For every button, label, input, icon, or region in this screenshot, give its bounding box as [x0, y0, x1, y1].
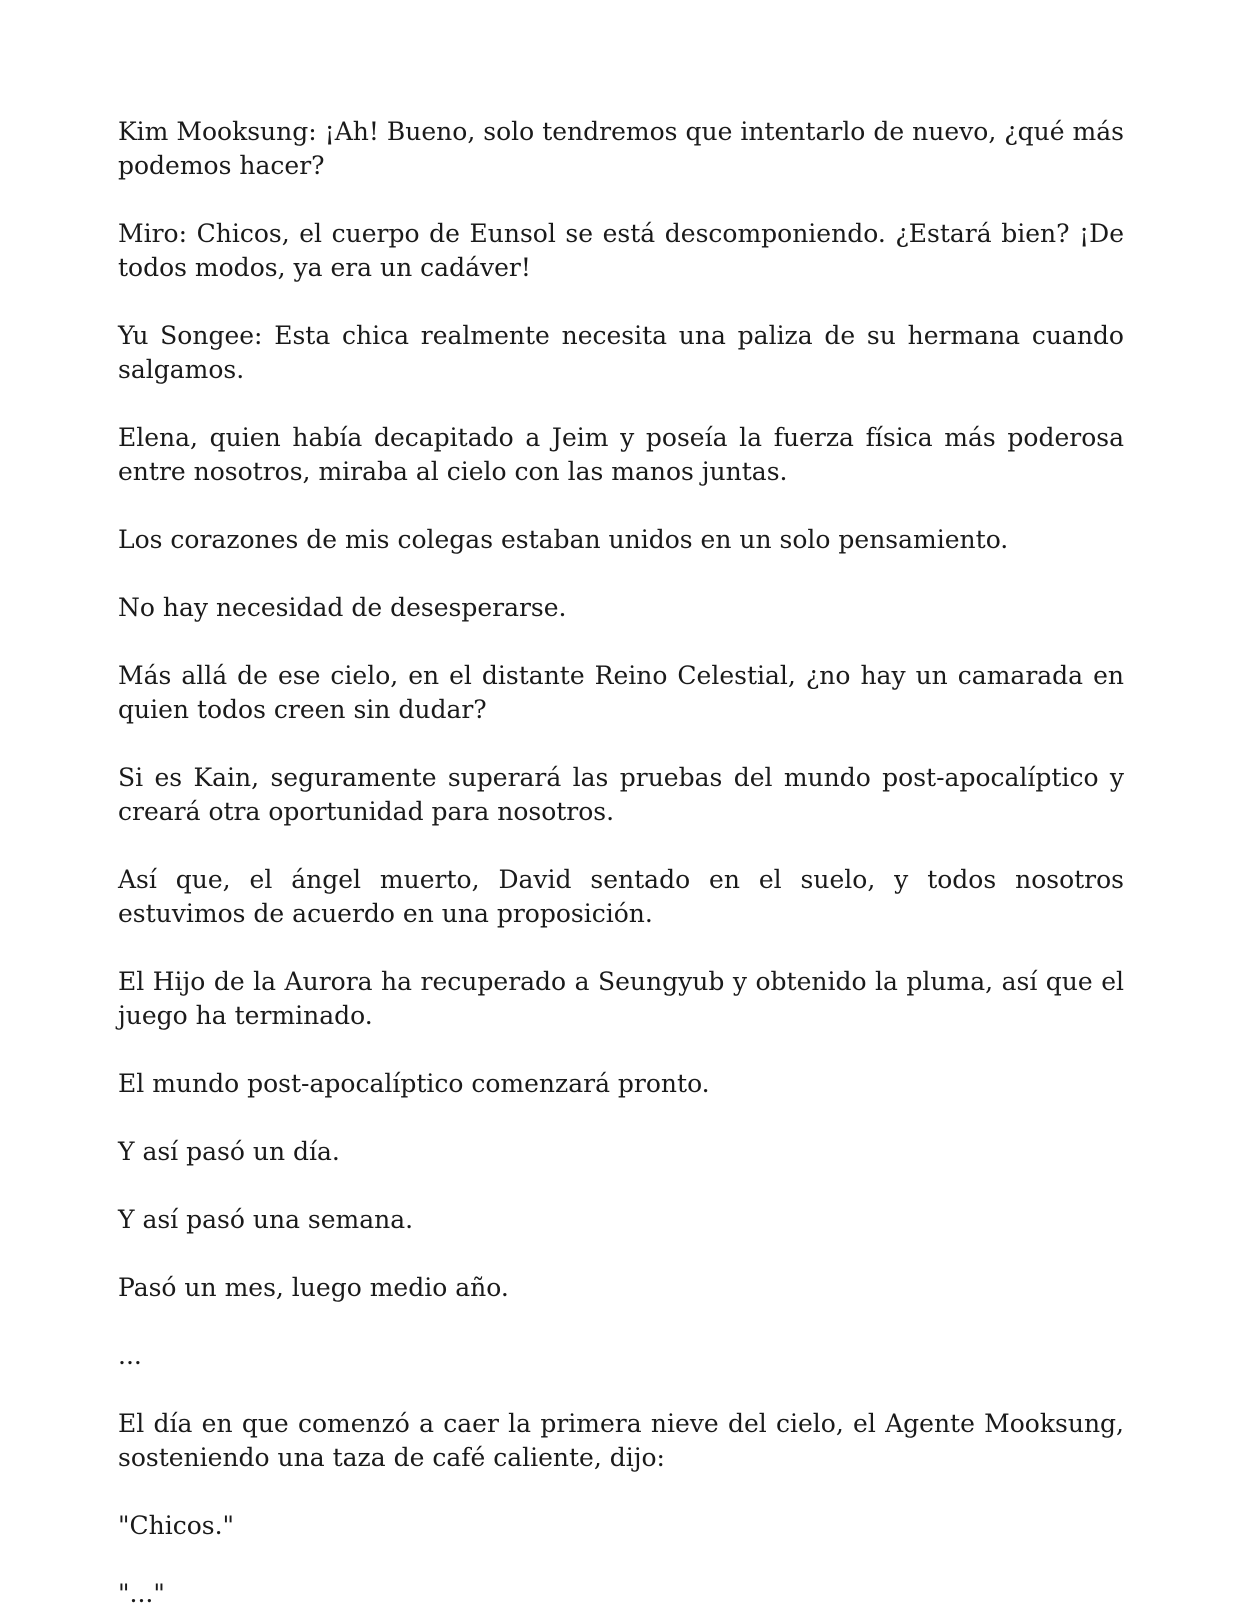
paragraph-13: Y así pasó una semana.: [118, 1205, 414, 1234]
paragraph-2: Miro: Chicos, el cuerpo de Eunsol se está descomponiendo. ¿Estará bien? ¡De todos modos, ya era un cadáver!: [118, 219, 1124, 282]
paragraph-4: Elena, quien había decapitado a Jeim y poseía la fuerza física más poderosa entre nosotros, miraba al cielo con las manos juntas.: [118, 423, 1124, 486]
document-body: [118, 115, 1124, 1611]
paragraph-7: Más allá de ese cielo, en el distante Reino Celestial, ¿no hay un camarada en quien todos creen sin dudar?: [118, 661, 1124, 724]
paragraph-10: El Hijo de la Aurora ha recuperado a Seungyub y obtenido la pluma, así que el juego ha terminado.: [118, 967, 1124, 1030]
paragraph-15: ...: [118, 1341, 142, 1370]
paragraph-16: El día en que comenzó a caer la primera nieve del cielo, el Agente Mooksung, sosteniendo una taza de café caliente, dijo:: [118, 1409, 1124, 1472]
paragraph-8: Si es Kain, seguramente superará las pruebas del mundo post-apocalíptico y creará otra oportunidad para nosotros.: [118, 763, 1124, 826]
paragraph-9: Así que, el ángel muerto, David sentado en el suelo, y todos nosotros estuvimos de acuerdo en una proposición.: [118, 865, 1124, 928]
paragraph-1: Kim Mooksung: ¡Ah! Bueno, solo tendremos que intentarlo de nuevo, ¿qué más podemos hacer?: [118, 117, 1124, 180]
paragraph-12: Y así pasó un día.: [118, 1137, 340, 1166]
paragraph-18: "...": [118, 1579, 165, 1608]
paragraph-14: Pasó un mes, luego medio año.: [118, 1273, 509, 1302]
paragraph-3: Yu Songee: Esta chica realmente necesita una paliza de su hermana cuando salgamos.: [118, 321, 1124, 384]
paragraph-6: No hay necesidad de desesperarse.: [118, 593, 567, 622]
paragraph-11: El mundo post-apocalíptico comenzará pronto.: [118, 1069, 710, 1098]
paragraph-5: Los corazones de mis colegas estaban unidos en un solo pensamiento.: [118, 525, 1009, 554]
paragraph-17: "Chicos.": [118, 1511, 235, 1540]
